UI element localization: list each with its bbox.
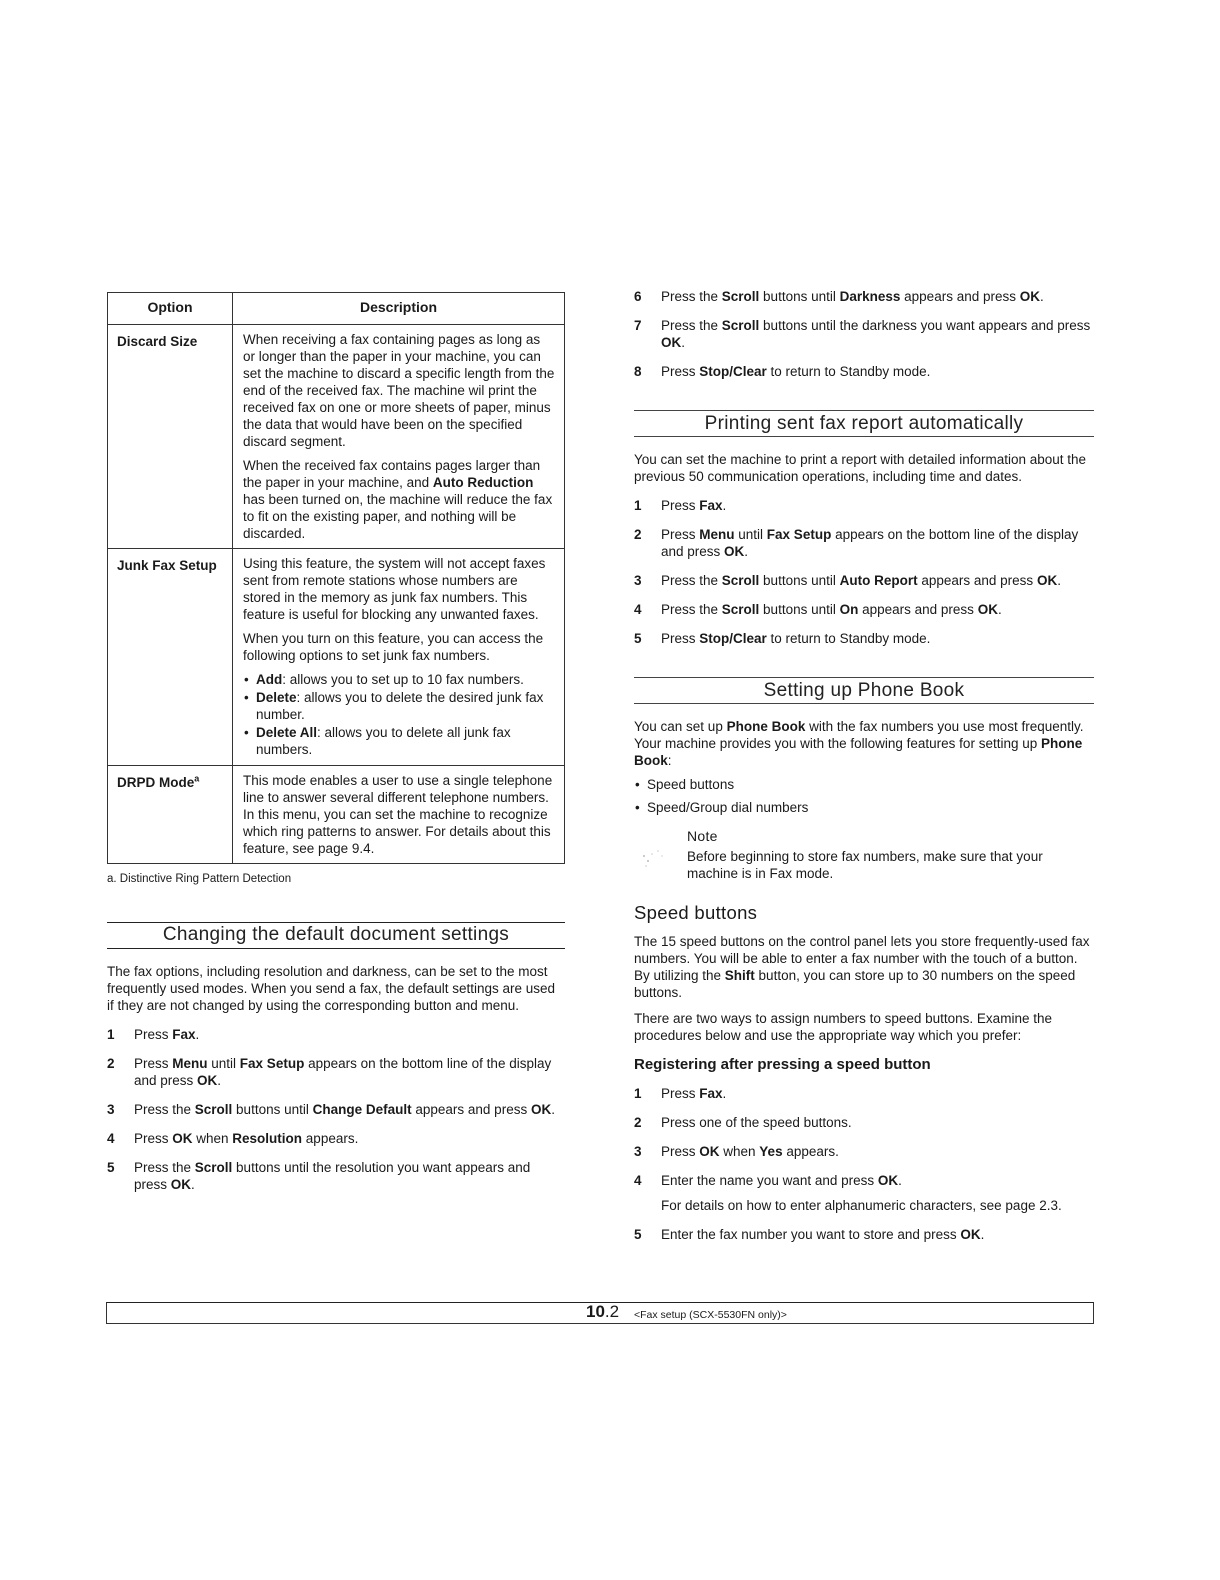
step-item: 8 Press Stop/Clear to return to Standby mode. xyxy=(634,364,931,379)
step-item: 1 Press Fax. xyxy=(634,1086,727,1101)
table-footnote: a. Distinctive Ring Pattern Detection xyxy=(107,873,292,885)
page-footer xyxy=(106,1302,1094,1324)
right-column xyxy=(634,288,1094,1255)
table-row xyxy=(108,549,565,766)
step-item: 4 Press the Scroll buttons until On appears and press OK. xyxy=(634,602,1002,617)
option-description xyxy=(233,766,565,864)
section-intro: You can set up Phone Book with the fax numbers you use most frequently. Your machine provides you with the following features for setting up Phone Book: xyxy=(634,719,1084,768)
step-item: 3 Press the Scroll buttons until Change Default appears and press OK. xyxy=(107,1102,555,1117)
section-heading: Printing sent fax report automatically xyxy=(634,410,1094,437)
section-heading: Setting up Phone Book xyxy=(634,677,1094,704)
option-name: DRPD Mode$^a$ xyxy=(108,766,233,864)
option-name: Discard Size xyxy=(108,325,233,549)
procedure-heading: Registering after pressing a speed button xyxy=(634,1056,931,1073)
phone-book-features-list xyxy=(634,776,1094,816)
description-paragraph: This mode enables a user to use a single telephone line to answer several different telephone numbers. In this menu, you can set the machine to recognize which ring patterns to answer. For details about this feature, see page 9.4. xyxy=(243,773,553,856)
step-item: 5 Press the Scroll buttons until the resolution you want appears and press OK. xyxy=(107,1160,531,1192)
step-item: 4 Enter the name you want and press OK. For details on how to enter alphanumeric characters, see page 2.3. xyxy=(634,1172,1094,1214)
body-paragraph: There are two ways to assign numbers to speed buttons. Examine the procedures below and use the appropriate way which you prefer: xyxy=(634,1011,1052,1043)
step-item: 4 Press OK when Resolution appears. xyxy=(107,1131,359,1146)
default-settings-steps-continued xyxy=(634,288,1094,380)
step-item: 1 Press Fax. xyxy=(107,1027,200,1042)
table-row xyxy=(108,766,565,864)
default-settings-steps xyxy=(107,1026,565,1193)
option-name: Junk Fax Setup xyxy=(108,549,233,766)
step-note: For details on how to enter alphanumeric characters, see page 2.3. xyxy=(661,1198,1062,1213)
section-intro: The fax options, including resolution and darkness, can be set to the most frequently used modes. When you send a fax, the default settings are used if they are not changed by using the corresponding button and menu. xyxy=(107,964,556,1013)
note-box xyxy=(634,828,1094,882)
step-item: 5 Press Stop/Clear to return to Standby mode. xyxy=(634,631,931,646)
description-paragraph: When receiving a fax containing pages as long as or longer than the paper in your machine, you can set the machine to discard a specific length from the end of the received fax. The machine wil print the received fax on one or more sheets of paper, minus the data that would have been on the specified discard segment. xyxy=(243,332,555,449)
section-heading: Changing the default document settings xyxy=(107,922,565,949)
junk-fax-options-list xyxy=(243,671,555,758)
section-intro: You can set the machine to print a report with detailed information about the previous 50 communication operations, including time and dates. xyxy=(634,452,1087,484)
list-item: • Delete All: allows you to delete all junk fax numbers. xyxy=(243,724,555,758)
description-paragraph: Using this feature, the system will not accept faxes sent from remote stations whose numbers are stored in the memory as junk fax numbers. This feature is useful for blocking any unwanted faxes. xyxy=(243,556,546,622)
table-header-row xyxy=(108,293,565,325)
subsection-heading: Speed buttons xyxy=(634,902,758,923)
page-number: 10.2 xyxy=(586,1302,620,1321)
footer-chapter-title: <Fax setup (SCX-5530FN only)> xyxy=(634,1309,787,1321)
list-item: • Speed buttons xyxy=(634,776,1094,793)
table-row xyxy=(108,325,565,549)
step-item: 6 Press the Scroll buttons until Darkness appears and press OK. xyxy=(634,289,1044,304)
note-icon xyxy=(636,842,674,874)
step-item: 2 Press Menu until Fax Setup appears on the bottom line of the display and press OK. xyxy=(634,527,1079,559)
option-description xyxy=(233,325,565,549)
step-item: 2 Press Menu until Fax Setup appears on the bottom line of the display and press OK. xyxy=(107,1056,552,1088)
footnote-marker: a xyxy=(194,773,200,784)
description-paragraph: When you turn on this feature, you can access the following options to set junk fax numbers. xyxy=(243,631,544,663)
step-item: 1 Press Fax. xyxy=(634,498,727,513)
body-paragraph: The 15 speed buttons on the control panel lets you store frequently-used fax numbers. You will be able to enter a fax number with the touch of a button. By utilizing the Shift button, you can store up to 30 numbers on the speed buttons. xyxy=(634,934,1090,1000)
step-item: 7 Press the Scroll buttons until the darkness you want appears and press OK. xyxy=(634,318,1091,350)
step-item: 5 Enter the fax number you want to store and press OK. xyxy=(634,1227,985,1242)
list-item: • Delete: allows you to delete the desired junk fax number. xyxy=(243,689,555,723)
note-text: Before beginning to store fax numbers, make sure that your machine is in Fax mode. xyxy=(687,849,1043,881)
sent-report-steps xyxy=(634,497,1094,647)
list-item: • Add: allows you to set up to 10 fax numbers. xyxy=(243,671,555,688)
list-item: • Speed/Group dial numbers xyxy=(634,799,1094,816)
option-description xyxy=(233,549,565,766)
header-option: Option xyxy=(108,293,233,325)
note-title: Note xyxy=(687,828,718,844)
options-table xyxy=(107,292,565,864)
header-description: Description xyxy=(233,293,565,325)
speed-button-steps xyxy=(634,1085,1094,1243)
description-paragraph: When the received fax contains pages larger than the paper in your machine, and Auto Reduction has been turned on, the machine will reduce the fax to fit on the existing paper, and nothing will be discarded. xyxy=(243,458,553,541)
step-item: 3 Press the Scroll buttons until Auto Report appears and press OK. xyxy=(634,573,1061,588)
step-item: 3 Press OK when Yes appears. xyxy=(634,1144,839,1159)
left-column xyxy=(107,292,565,1205)
step-item: 2 Press one of the speed buttons. xyxy=(634,1115,852,1130)
